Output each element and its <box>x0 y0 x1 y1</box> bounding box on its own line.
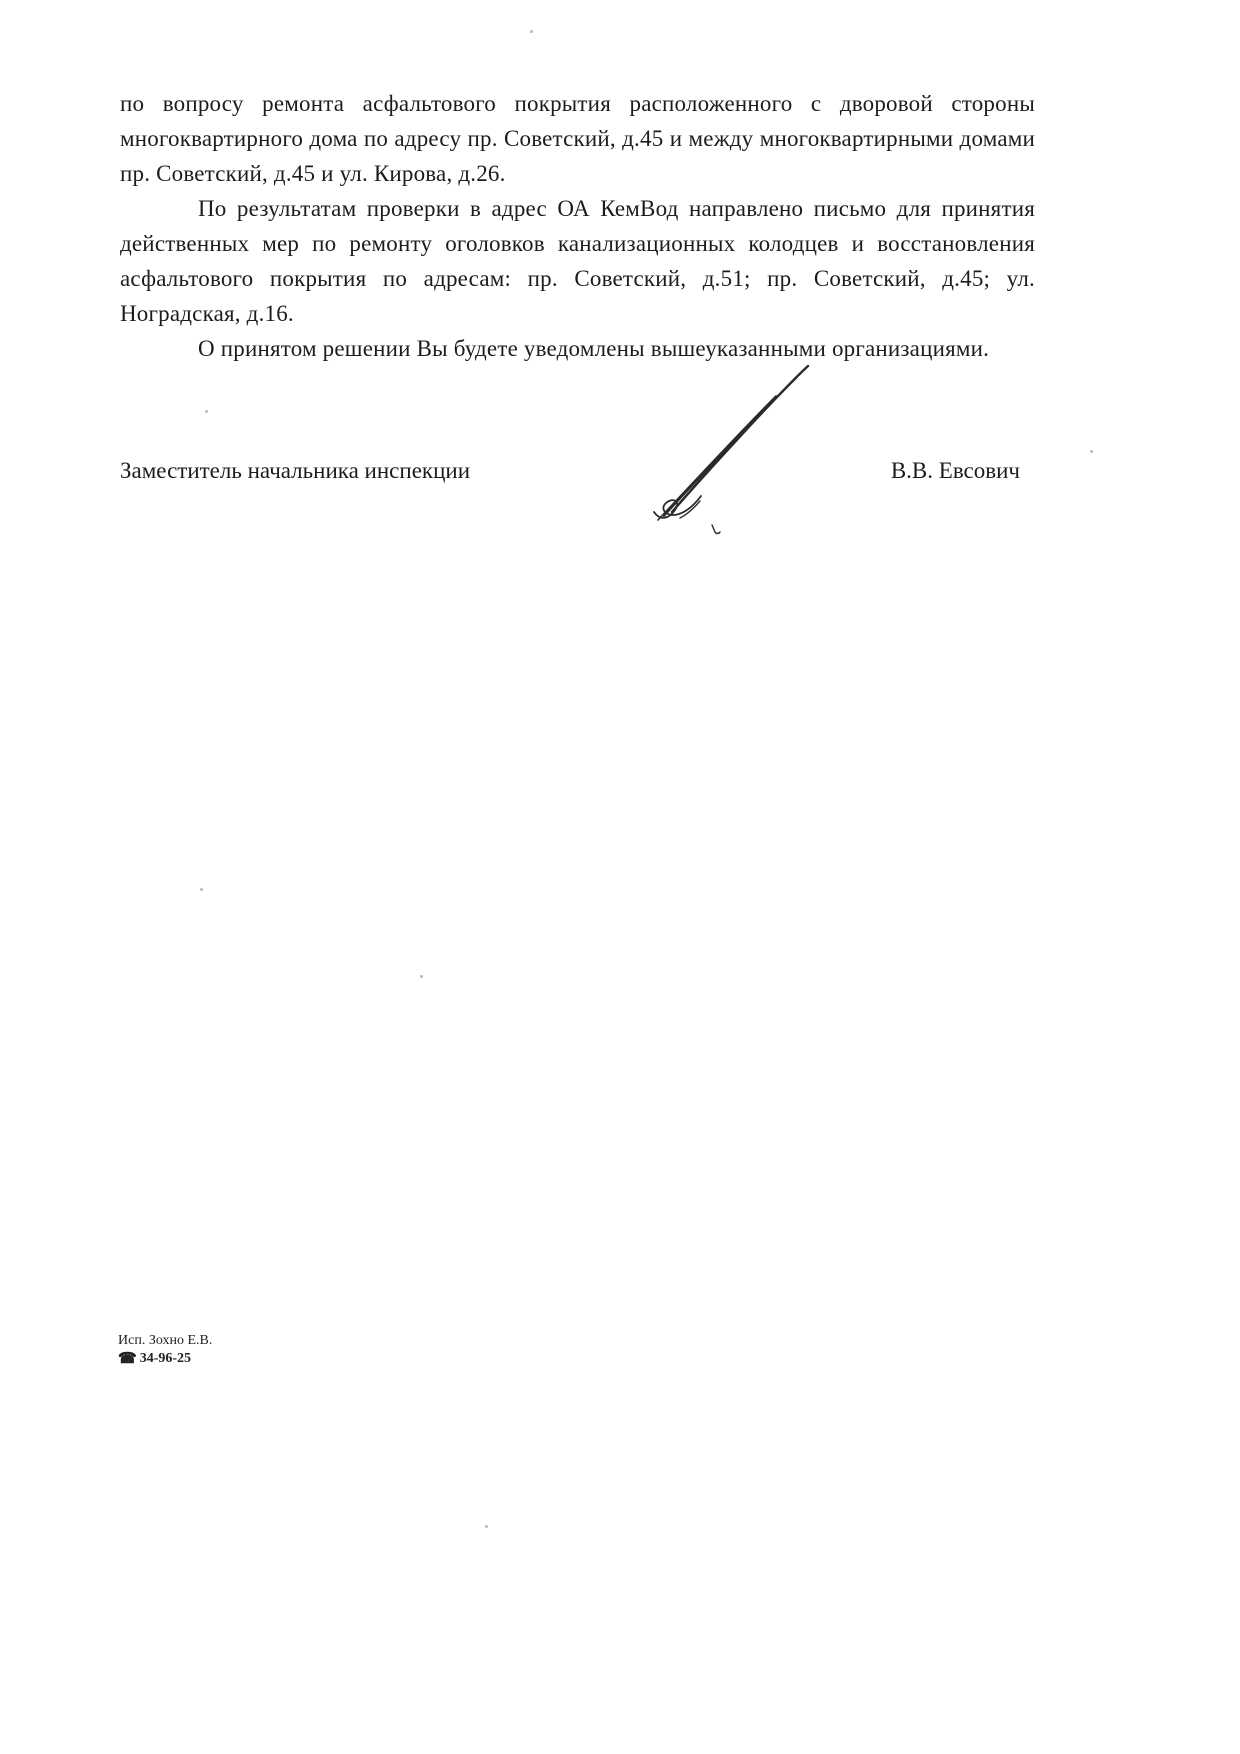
letter-body <box>120 86 1035 366</box>
executor-line: Исп. Зохно Е.В. <box>118 1333 213 1348</box>
paragraph-continuation: по вопросу ремонта асфальтового покрытия расположенного с дворовой стороны многоквартирного дома по адресу пр. Советский, д.45 и между многоквартирными домами пр. Советский, д.45 и ул. Кирова, д.26. <box>120 91 1035 186</box>
scan-speck <box>200 888 203 891</box>
scan-speck <box>530 30 533 33</box>
signature-row <box>120 458 1020 484</box>
scan-speck <box>1090 450 1093 453</box>
footer <box>118 1332 212 1368</box>
scan-speck <box>485 1525 488 1528</box>
signature-icon <box>650 362 850 537</box>
signatory-name: В.В. Евсович <box>890 458 1020 483</box>
phone-line <box>118 1350 212 1368</box>
phone-number: 34-96-25 <box>139 1351 192 1366</box>
paragraph-inspection-result: По результатам проверки в адрес ОА КемВод направлено письмо для принятия действенных мер по ремонту оголовков канализационных колодцев и восстановления асфальтового покрытия по адресам: пр. Советский, д.51; пр. Советский, д.45; ул. Ноградская, д.16. <box>120 196 1035 326</box>
signatory-title: Заместитель начальника инспекции <box>120 458 470 483</box>
phone-icon: ☎ <box>118 1350 137 1367</box>
scan-speck <box>205 410 208 413</box>
paragraph-notification: О принятом решении Вы будете уведомлены вышеуказанными организациями. <box>198 336 990 361</box>
scan-speck <box>420 975 423 978</box>
